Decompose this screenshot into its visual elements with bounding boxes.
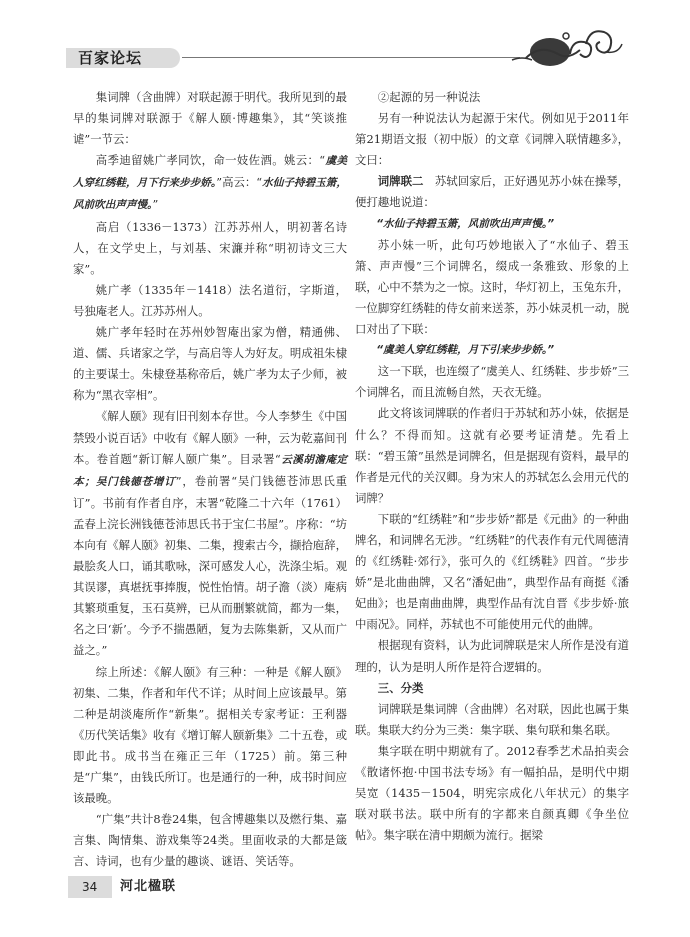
paragraph: 综上所述：《解人颐》有三种：一种是《解人颐》初集、二集，作者和年代不详；从时间上应该最早。第二种是胡淡庵所作“新集”。据相关专家考证：王利器《历代笑话集》收有《增订解人颐新集》二十五卷，或即此书。成书当在雍正三年（1725）前。第三种是“广集”，由钱氏所订。也是通行的一种，成书时间应该最晚。 <box>73 664 347 806</box>
paragraph: 高启（1336－1373）江苏苏州人，明初著名诗人，在文学史上，与刘基、宋濂并称“明初诗文三大家”。 <box>73 219 347 276</box>
paragraph: 集字联在明中期就有了。2012春季艺术品拍卖会《散诸怀抱·中国书法专场》有一幅拍品，是明代中期吴宽（1435－1504，明宪宗成化八年状元）的集字联对联书法。联中所有的字都来自颜真卿《争坐位帖》。集字联在清中期颇为流行。据梁 <box>355 743 629 843</box>
section-title: 百家论坛 <box>78 49 143 67</box>
quoted-couplet: “水仙子持碧玉箫，风前吹出声声慢。” <box>376 217 555 230</box>
right-column <box>355 87 629 846</box>
catalog-signature: 云溪胡澹庵定本；吴门钱德苍增订 <box>73 453 347 488</box>
quoted-couplet: “虞美人穿红绣鞋，月下引来步步娇。” <box>376 344 555 357</box>
paragraph: “广集”共计8卷24集，包含博趣集以及燃行集、嘉言集、陶情集、游戏集等24类。里面收录的大都是箴言、诗词，也有少量的趣谈、谜语、笑话等。 <box>73 812 347 869</box>
paragraph: 高季迪留姚广孝同饮，命一妓佐酒。姚云：“虞美人穿红绣鞋，月下行来步步娇。”高云：“水仙子持碧玉箫，风前吹出声声慢。” <box>73 153 348 212</box>
paragraph: 词牌联二 苏轼回家后，正好遇见苏小妹在操琴，便打趣地说道： <box>355 174 629 210</box>
section-heading: 三、分类 <box>377 680 424 695</box>
left-column <box>73 87 347 872</box>
paragraph: 《解人颐》现有旧刊刻本存世。今人李梦生《中国禁毁小说百话》中收有《解人颐》一种，云为乾嘉间刊本。卷首题“新订解人颐广集”。目录署“云溪胡澹庵定本；吴门钱德苍增订”，卷前署“吴门钱德苍沛思氏重订”。书前有作者自序，末署“乾隆二十六年（1761）孟春上浣长洲钱德苍沛思氏书于宝仁书屋”。序称：“坊本向有《解人颐》初集、二集，搜索古今，撷拾庖辞，最脍炙人口，诵其歌咏，深可感发人心，洗涤尘垢。观其误谬，真堪抚事捧腹，悦性怡情。胡子澹（淡）庵病其繁琐重复，玉石莫辨，已从而删繁就简，都为一集，名之曰‘新’。今予不揣愚陋，复为去陈集新，又从而广益之。” <box>73 409 347 658</box>
cloud-scroll-ornament-icon <box>510 14 630 78</box>
paragraph: 另有一种说法认为起源于宋代。例如见于2011年第21期语文报（初中版）的文章《词牌入联情趣多》，文曰： <box>355 111 629 168</box>
paragraph: 姚广孝年轻时在苏州妙智庵出家为僧，精通佛、道、儒、兵诸家之学，与高启等人为好友。明成祖朱棣的主要谋士。朱棣登基称帝后，姚广孝为太子少师，被称为“黑衣宰相”。 <box>73 325 347 403</box>
couplet-upper: 虞美人穿红绣鞋，月下行来步步娇。 <box>73 155 348 190</box>
paragraph: 集词牌（含曲牌）对联起源于明代。我所见到的最早的集词牌对联源于《解人颐·博趣集》，其“笑谈推谑”一节云： <box>73 90 347 147</box>
paragraph: 词牌联是集词牌（含曲牌）名对联，因此也属于集联。集联大约分为三类：集字联、集句联和集名联。 <box>355 701 629 737</box>
couplet-label: 词牌联二 <box>377 174 424 189</box>
paragraph: 此文将该词牌联的作者归于苏轼和苏小妹，依据是什么？不得而知。这就有必要考证清楚。先看上联：“碧玉箫”虽然是词牌名，但是据现有资料，最早的作者是元代的关汉卿。身为宋人的苏轼怎么会用元代的词牌？ <box>355 406 629 505</box>
paragraph: 下联的“红绣鞋”和“步步娇”都是《元曲》的一种曲牌名，和词牌名无涉。“红绣鞋”的代表作有元代周德清的《红绣鞋·郊行》，张可久的《红绣鞋》四首。“步步娇”是北曲曲牌，又名“潘妃曲”，典型作品有商挺《潘妃曲》；也是南曲曲牌，典型作品有沈自晋《步步娇·旅中雨况》。同样，苏轼也不可能使用元代的曲牌。 <box>355 511 629 632</box>
page-number: 34 <box>82 880 98 894</box>
subheading: ②起源的另一种说法 <box>377 90 481 104</box>
paragraph: 这一下联，也连缀了“虞美人、红绣鞋、步步娇”三个词牌名，而且流畅自然，天衣无缝。 <box>355 364 629 400</box>
header-divider <box>182 57 520 58</box>
couplet-lower: 水仙子持碧玉箫，风前吹出声声慢。 <box>73 177 347 212</box>
magazine-name: 河北楹联 <box>120 879 177 894</box>
paragraph: 根据现有资料，认为此词牌联是宋人所作是没有道理的，认为是明人所作是符合逻辑的。 <box>355 638 629 674</box>
paragraph: 姚广孝（1335年－1418）法名道衍，字斯道，号独庵老人。江苏苏州人。 <box>73 282 347 318</box>
paragraph: 苏小妹一听，此句巧妙地嵌入了“水仙子、碧玉箫、声声慢”三个词牌名，缀成一条雅致、形象的上联，心中不禁为之一惊。这时，华灯初上，玉兔东升，一位脚穿红绣鞋的侍女前来送茶，苏小妹灵机一动，脱口对出了下联： <box>355 237 629 337</box>
